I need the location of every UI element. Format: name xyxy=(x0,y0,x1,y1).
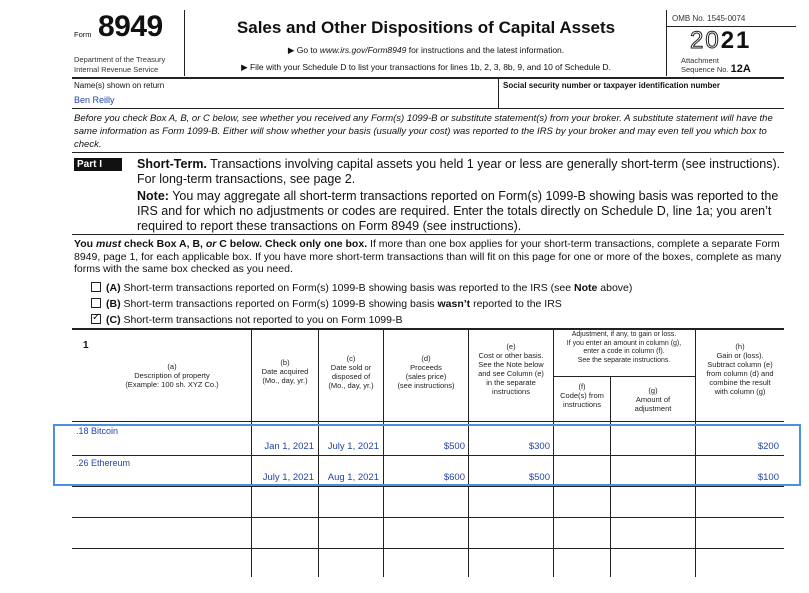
form-number: 8949 xyxy=(98,10,163,43)
row-2-gain-loss[interactable]: $100 xyxy=(757,472,779,483)
checkbox-b-text: Short-term transactions reported on Form(s) 1099-B showing basis xyxy=(120,298,438,310)
form-label: Form xyxy=(74,30,92,39)
name-field[interactable]: Ben Reilly xyxy=(74,95,115,105)
attachment-sequence xyxy=(681,56,751,74)
part-heading: Short-Term. xyxy=(137,157,207,171)
part-text: Transactions involving capital assets you held 1 year or less are generally short-term (see instructions). For long-term transactions, see page 2. xyxy=(137,157,781,186)
irs-url-link[interactable]: www.irs.gov/Form8949 xyxy=(319,45,407,55)
table-row-empty-3[interactable] xyxy=(72,487,784,517)
goto-prefix: ▶ Go to xyxy=(287,45,320,55)
column-a-header: (a) Description of property (Example: 100 sh. XYZ Co.) xyxy=(125,362,219,389)
year-bold: 21 xyxy=(720,27,752,54)
column-h-header: (h) Gain or (loss). Subtract column (e) from column (d) and combine the result with column (g) xyxy=(706,342,774,396)
column-e-header: (e) Cost or other basis. See the Note below and see Column (e) in the separate instructions xyxy=(478,342,544,396)
column-g-header: (g) Amount of adjustment xyxy=(634,386,672,413)
row-1-proceeds[interactable]: $500 xyxy=(443,441,465,452)
checkbox-c[interactable] xyxy=(91,314,101,324)
check-box-instructions xyxy=(74,238,794,276)
goto-suffix: for instructions and the latest information. xyxy=(406,45,565,55)
must-b: check Box A, B, xyxy=(121,238,206,250)
department-label xyxy=(74,55,165,75)
row-1-description[interactable]: .18 Bitcoin xyxy=(76,426,119,436)
note-label: Note: xyxy=(137,189,169,203)
adjustment-header: Adjustment, if any, to gain or loss. If you enter an amount in column (g), enter a code in column (f). See the separate instructions. xyxy=(566,331,682,364)
attachment-label: Attachment xyxy=(681,56,719,65)
department-line-2: Internal Revenue Service xyxy=(74,65,159,74)
must-or: or xyxy=(205,238,217,250)
checkbox-a-letter: (A) xyxy=(106,282,121,294)
row-2-description[interactable]: .26 Ethereum xyxy=(76,458,131,468)
tax-year xyxy=(690,27,751,55)
checkbox-b-bold: wasn’t xyxy=(437,298,471,310)
row-2-proceeds[interactable]: $600 xyxy=(443,472,465,483)
ssn-label: Social security number or taxpayer identification number xyxy=(503,81,720,90)
line-number: 1 xyxy=(83,340,89,351)
part-badge: Part I xyxy=(74,158,122,171)
checkbox-a-bold: Note xyxy=(574,282,598,294)
form-title: Sales and Other Dispositions of Capital Assets xyxy=(236,18,616,37)
column-d-header: (d) Proceeds (sales price) (see instructions) xyxy=(397,354,455,390)
row-2-date-acquired[interactable]: July 1, 2021 xyxy=(262,472,314,483)
row-1-date-sold[interactable]: July 1, 2021 xyxy=(327,441,379,452)
checkbox-c-letter: (C) xyxy=(106,314,121,326)
file-with-line: ▶ File with your Schedule D to list your transactions for lines 1b, 2, 3, 8b, 9, and 10 of Schedule D. xyxy=(241,62,611,72)
column-c-header: (c) Date sold or disposed of (Mo., day, yr.) xyxy=(328,354,374,390)
must-c: C below. Check only one box. xyxy=(216,238,368,250)
checkbox-b[interactable] xyxy=(91,298,101,308)
checkbox-b-text-end: reported to the IRS xyxy=(470,298,562,310)
checkbox-c-text: Short-term transactions not reported to you on Form 1099-B xyxy=(120,314,403,326)
sequence-number: 12A xyxy=(730,63,751,75)
highlight-box xyxy=(53,424,801,486)
year-outline: 20 xyxy=(690,27,721,54)
checkbox-a-text-end: above) xyxy=(597,282,633,294)
table-row-empty-4[interactable] xyxy=(72,518,784,548)
column-f-header: (f) Code(s) from instructions xyxy=(560,382,604,409)
instructions-line xyxy=(188,45,664,56)
checkbox-a[interactable] xyxy=(91,282,101,292)
row-1-gain-loss[interactable]: $200 xyxy=(757,441,779,452)
table-row-empty-5[interactable] xyxy=(72,549,784,579)
row-1-cost-basis[interactable]: $300 xyxy=(528,441,550,452)
row-2-date-sold[interactable]: Aug 1, 2021 xyxy=(327,472,379,483)
checkbox-row-c[interactable] xyxy=(91,313,402,327)
name-label: Name(s) shown on return xyxy=(74,81,165,90)
intro-paragraph: Before you check Box A, B, or C below, see whether you received any Form(s) 1099-B or substitute statement(s) from your broker. A substitute statement will have the same information as Form 1099-B. Either will show whether your basis (usually your cost) was reported to the IRS by your broker and may even tell you which box to check. xyxy=(74,113,773,150)
checkbox-a-text: Short-term transactions reported on Form(s) 1099-B showing basis was reported to the IRS (see xyxy=(120,282,575,294)
checkbox-row-a[interactable] xyxy=(91,281,632,295)
must-italic: must xyxy=(95,238,122,250)
part-note xyxy=(137,189,787,234)
must-rest: If more than one box applies for your short-term transactions, complete a separate Form 8949, page 1, for each applicable box. If you have more short-term transactions than will fit on this page for one or more of the boxes, complete as many forms with the same box checked as you need. xyxy=(74,238,782,275)
column-b-header: (b) Date acquired (Mo., day, yr.) xyxy=(261,358,309,385)
part-description xyxy=(137,157,787,187)
row-2-cost-basis[interactable]: $500 xyxy=(528,472,550,483)
row-1-date-acquired[interactable]: Jan 1, 2021 xyxy=(264,441,314,452)
checkbox-row-b[interactable] xyxy=(91,297,562,311)
checkbox-b-letter: (B) xyxy=(106,298,121,310)
omb-number: OMB No. 1545-0074 xyxy=(672,14,746,23)
department-line-1: Department of the Treasury xyxy=(74,55,166,64)
checkbox-c-mark: ✓ xyxy=(92,312,101,323)
sequence-label: Sequence No. xyxy=(681,65,729,74)
note-text: You may aggregate all short-term transactions reported on Form(s) 1099-B showing basis was reported to the IRS and for which no adjustments or codes are required. Enter the totals directly on Schedule D, line 1a; you aren’t required to report these transactions on Form 8949 (see instructions). xyxy=(137,189,779,233)
must-a: You xyxy=(74,238,96,250)
